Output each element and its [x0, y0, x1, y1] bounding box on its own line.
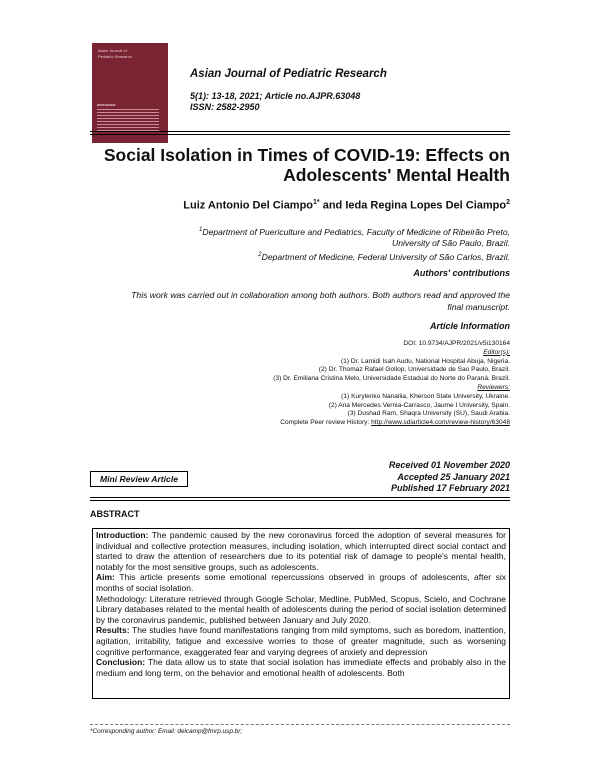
dates-rule-top — [90, 497, 510, 498]
affiliation-1-sup: 1 — [199, 227, 203, 233]
abstract-conclusion — [96, 657, 506, 678]
results-label: Results: — [96, 625, 130, 636]
header-rule-top — [90, 131, 510, 132]
cover-label: BIOSCIENCE — [97, 103, 116, 107]
editor-1: (1) Dr. Lamidi Isah Audu, National Hospital Abuja, Nigeria. — [341, 357, 510, 365]
author-2: Ieda Regina Lopes Del Ciampo — [345, 199, 507, 212]
volume-info: 5(1): 13-18, 2021; Article no.AJPR.63048 — [190, 91, 361, 101]
editor-2: (2) Dr. Thomaz Rafael Gollop, Universidade de Sao Paulo, Brazil. — [318, 366, 510, 374]
contributions-line-1: This work was carried out in collaboration among both authors. Both authors read and approved the — [131, 290, 510, 300]
introduction-text: The pandemic caused by the new coronavirus forced the adoption of several measures for individual and collective protection measures, including isolation, which interrupted direct social contact and started to draw the attention of researchers due to its potential risk of damage to people's mental health, notably for the most sensitive groups, such as adolescents. — [96, 530, 506, 572]
aim-label: Aim: — [96, 572, 115, 583]
abstract-heading: ABSTRACT — [90, 509, 140, 519]
affiliation-1-text: Department of Puericulture and Pediatrics, Faculty of Medicine of Ribeirão Preto, — [202, 226, 510, 237]
results-text: The studies have found manifestations ranging from mild symptoms, such as boredom, inattention, agitation, irritability, fatigue and excessive worries to those of greater magnitude, such as worsening cognitive performance, exaggerated fear and varying degrees of anxiety and depression — [96, 625, 506, 657]
author-2-sup: 2 — [506, 199, 510, 206]
introduction-label: Introduction: — [96, 530, 149, 540]
contributions-heading: Authors' contributions — [413, 268, 510, 278]
article-info-heading: Article Information — [429, 321, 510, 331]
review-history-label: Complete Peer review History: — [280, 419, 372, 427]
author-list — [183, 199, 510, 212]
affiliations — [90, 225, 510, 263]
affiliation-1-line-2: University of São Paulo, Brazil. — [392, 238, 510, 249]
title-line-2: Adolescents' Mental Health — [283, 165, 510, 185]
affiliation-2 — [90, 250, 510, 263]
cover-title-line1: Asian Journal of — [98, 48, 127, 53]
affiliation-2-text: Department of Medicine, Federal University of São Carlos, Brazil. — [261, 251, 510, 262]
editors-label: Editor(s): — [483, 348, 510, 356]
contributions-line-2: final manuscript. — [447, 301, 510, 312]
aim-text: This article presents some emotional repercussions observed in groups of adolescents, after six months of social isolation. — [96, 572, 506, 593]
abstract-introduction — [96, 530, 506, 572]
article-title — [90, 145, 510, 185]
author-1: Luiz Antonio Del Ciampo — [183, 199, 314, 212]
journal-name: Asian Journal of Pediatric Research — [190, 68, 387, 80]
publication-dates — [389, 460, 510, 495]
conclusion-label: Conclusion: — [96, 657, 146, 668]
dates-rule-bottom — [90, 500, 510, 501]
footnote-rule — [90, 724, 510, 725]
abstract-box — [92, 528, 510, 699]
issn: ISSN: 2582-2950 — [190, 102, 260, 112]
title-line-1: Social Isolation in Times of COVID-19: Effects on — [103, 145, 510, 165]
article-type-badge: Mini Review Article — [90, 471, 188, 487]
journal-cover-image — [92, 43, 168, 143]
reviewers-label: Reviewers: — [477, 383, 510, 391]
abstract-methodology: Methodology: Literature retrieved through Google Scholar, Medline, PubMed, Scopus, Scielo, and Cochrane Library databases related to the mental health of adolescents during the period of social isolation determined by the coronavirus pandemic, published between January and July 2020. — [96, 593, 506, 625]
editor-3: (3) Dr. Emiliana Cristina Melo, Universidade Estadual do Norte do Paraná, Brazil. — [273, 375, 510, 383]
corresponding-author-footnote: *Corresponding author: Email: delcamp@fmrp.usp.br; — [90, 728, 243, 735]
reviewer-1: (1) Kurylenko Nanaliia, Kherson State University, Ukraine. — [341, 392, 510, 400]
cover-title-line2: Pediatric Research — [98, 54, 132, 59]
article-info-block — [90, 340, 510, 428]
reviewer-3: (3) Dushad Ram, Shaqra University (SU), Saudi Arabia. — [347, 410, 510, 418]
cover-text-lines — [97, 109, 159, 133]
published-date: Published 17 February 2021 — [390, 483, 510, 493]
doi: DOI: 10.9734/AJPR/2021/v5i130164 — [403, 340, 510, 347]
review-history — [90, 419, 510, 428]
affiliation-1-line-1 — [90, 225, 510, 238]
review-history-link[interactable]: http://www.sdiarticle4.com/review-history/63048 — [371, 419, 510, 427]
author-conjunction: and — [319, 199, 346, 212]
author-1-sup: 1* — [313, 199, 320, 206]
received-date: Received 01 November 2020 — [388, 460, 510, 470]
contributions-text — [90, 290, 510, 313]
header-rule-bottom — [90, 134, 510, 135]
abstract-results — [96, 625, 506, 657]
accepted-date: Accepted 25 January 2021 — [397, 471, 510, 482]
reviewer-2: (2) Ana Mercedes Vernia-Carrasco, Jaume I University, Spain. — [328, 401, 510, 409]
conclusion-text: The data allow us to state that social isolation has immediate effects and probably also in the medium and long term, on the behavior and emotional health of adolescents. Both — [96, 657, 506, 678]
affiliation-2-sup: 2 — [258, 251, 262, 258]
abstract-aim — [96, 572, 506, 593]
